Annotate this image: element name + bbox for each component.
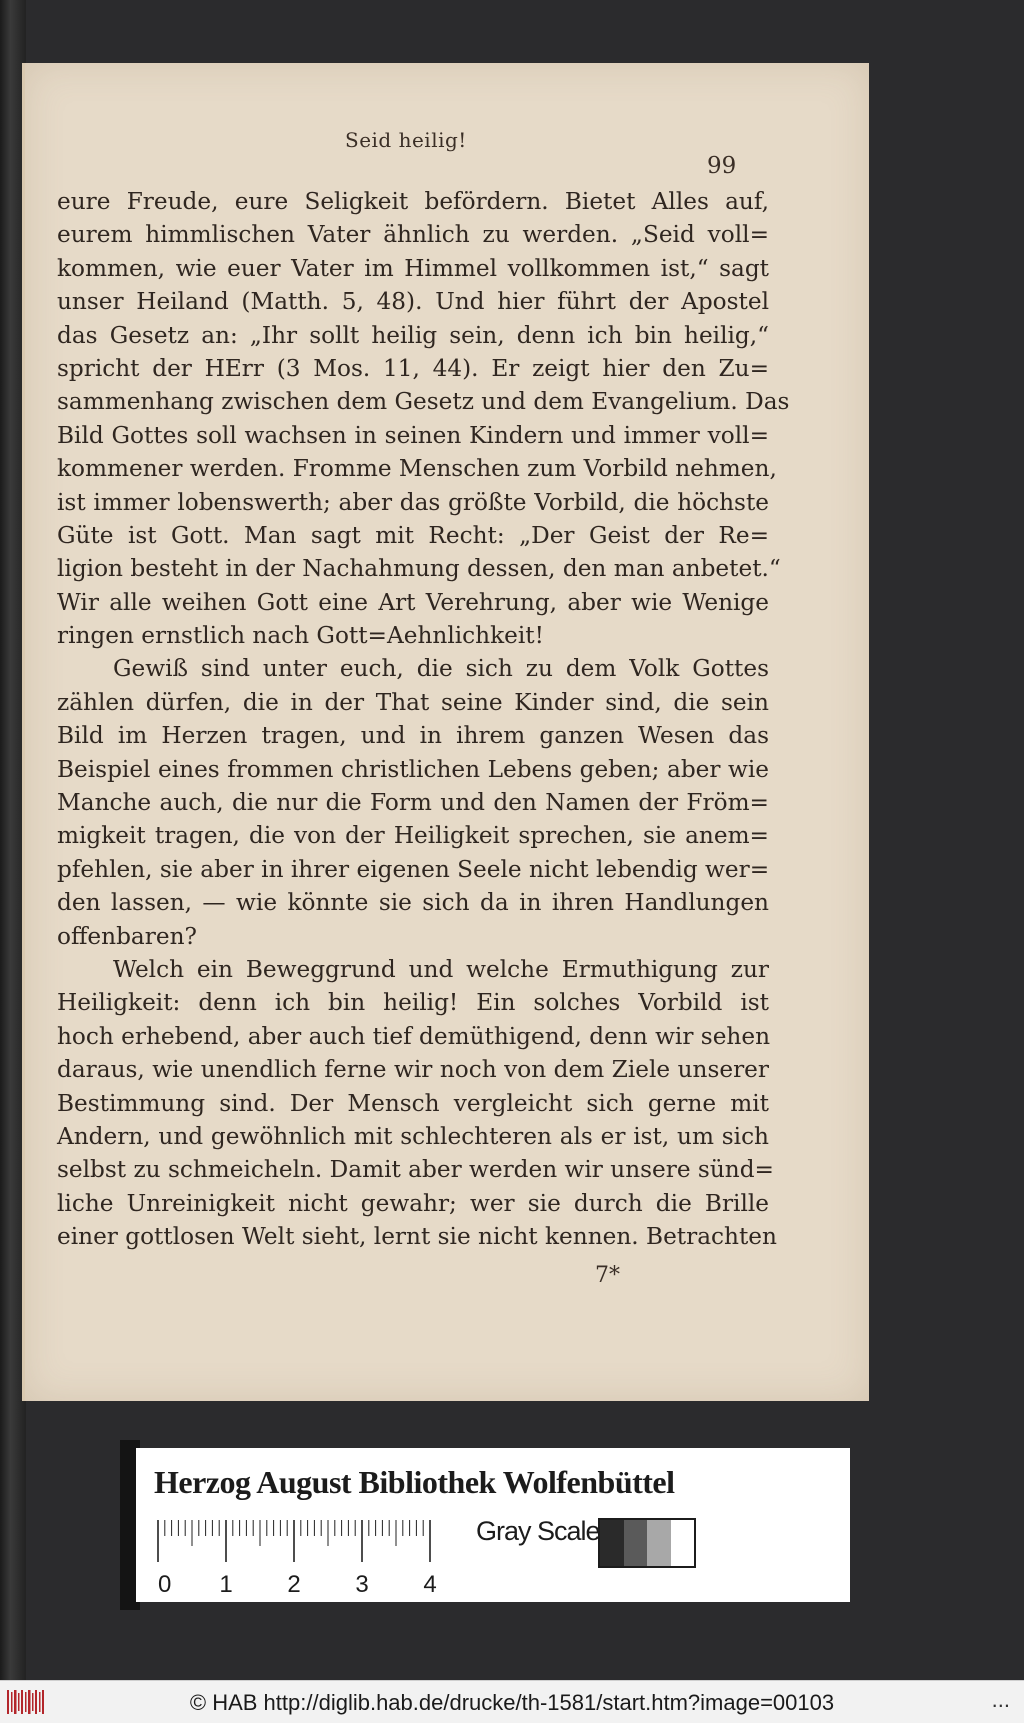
library-name: Herzog August Bibliothek Wolfenbüttel bbox=[154, 1464, 675, 1500]
ruler-label: 1 bbox=[219, 1571, 233, 1598]
text-line: Bild Gottes soll wachsen in seinen Kindern und immer voll= bbox=[57, 421, 769, 449]
ruler-label: 0 bbox=[158, 1571, 172, 1598]
text-line: Heiligkeit: denn ich bin heilig! Ein solches Vorbild ist bbox=[57, 989, 769, 1017]
text-line: Beispiel eines frommen christlichen Lebens geben; aber wie bbox=[57, 755, 769, 783]
centimeter-ruler bbox=[156, 1518, 456, 1598]
footer-bar bbox=[0, 1680, 1024, 1723]
text-line: den lassen, — wie könnte sie sich da in ihren Handlungen bbox=[57, 889, 769, 917]
book-page bbox=[22, 63, 869, 1401]
signature-mark: 7* bbox=[595, 1263, 620, 1288]
text-line: selbst zu schmeicheln. Damit aber werden wir unsere sünd= bbox=[57, 1156, 774, 1184]
text-line: daraus, wie unendlich ferne wir noch von dem Ziele unserer bbox=[57, 1056, 769, 1084]
text-line: Güte ist Gott. Man sagt mit Recht: „Der Geist der Re= bbox=[57, 521, 769, 549]
text-line: spricht der HErr (3 Mos. 11, 44). Er zeigt hier den Zu= bbox=[57, 354, 769, 382]
text-line: Welch ein Beweggrund und welche Ermuthigung zur bbox=[113, 955, 769, 983]
text-line: ist immer lobenswerth; aber das größte Vorbild, die höchste bbox=[57, 488, 769, 516]
page-number: 99 bbox=[707, 153, 737, 179]
more-menu-icon[interactable]: ... bbox=[991, 1687, 1010, 1712]
text-line: das Gesetz an: „Ihr sollt heilig sein, denn ich bin heilig,“ bbox=[57, 321, 769, 349]
text-line: Manche auch, die nur die Form und den Namen der Fröm= bbox=[57, 789, 769, 817]
text-line: Gewiß sind unter euch, die sich zu dem Volk Gottes bbox=[113, 655, 769, 683]
gray-step bbox=[600, 1520, 624, 1566]
text-line: eurem himmlischen Vater ähnlich zu werden. „Seid voll= bbox=[57, 221, 769, 249]
running-title: Seid heilig! bbox=[345, 128, 467, 152]
text-line: eure Freude, eure Seligkeit befördern. Bietet Alles auf, bbox=[57, 188, 769, 215]
text-line: offenbaren? bbox=[57, 922, 197, 950]
ruler-label: 3 bbox=[355, 1571, 369, 1598]
text-line: ringen ernstlich nach Gott=Aehnlichkeit! bbox=[57, 622, 544, 650]
gray-step bbox=[624, 1520, 648, 1566]
page-body-text bbox=[57, 185, 790, 1254]
text-line: liche Unreinigkeit nicht gewahr; wer sie durch die Brille bbox=[57, 1189, 769, 1217]
text-line: unser Heiland (Matth. 5, 48). Und hier führt der Apostel bbox=[57, 288, 769, 316]
gray-step bbox=[671, 1520, 695, 1566]
text-line: Andern, und gewöhnlich mit schlechteren als er ist, um sich bbox=[57, 1122, 769, 1150]
text-line: migkeit tragen, die von der Heiligkeit sprechen, sie anem= bbox=[57, 822, 769, 850]
text-line: kommen, wie euer Vater im Himmel vollkommen ist,“ sagt bbox=[57, 254, 769, 282]
text-line: sammenhang zwischen dem Gesetz und dem Evangelium. Das bbox=[57, 388, 790, 416]
ruler-label: 2 bbox=[287, 1571, 301, 1598]
text-line: Bestimmung sind. Der Mensch vergleicht sich gerne mit bbox=[57, 1089, 769, 1117]
text-line: hoch erhebend, aber auch tief demüthigend, denn wir sehen bbox=[57, 1022, 771, 1050]
gray-scale-label: Gray Scale bbox=[476, 1516, 600, 1546]
text-line: ligion besteht in der Nachahmung dessen, den man anbetet.“ bbox=[57, 555, 781, 583]
text-line: Wir alle weihen Gott eine Art Verehrung, aber wie Wenige bbox=[57, 588, 769, 616]
ruler-label: 4 bbox=[423, 1571, 437, 1598]
text-line: kommener werden. Fromme Menschen zum Vorbild nehmen, bbox=[57, 455, 777, 483]
color-calibration-bar bbox=[136, 1448, 850, 1602]
text-line: einer gottlosen Welt sieht, lernt sie nicht kennen. Betrachten bbox=[57, 1223, 777, 1251]
gray-step bbox=[647, 1520, 671, 1566]
text-line: zählen dürfen, die in der That seine Kinder sind, die sein bbox=[57, 688, 769, 716]
text-line: Bild im Herzen tragen, und in ihrem ganzen Wesen das bbox=[57, 722, 769, 750]
copyright-url: © HAB http://diglib.hab.de/drucke/th-1581/start.htm?image=00103 bbox=[189, 1690, 835, 1715]
gray-scale-swatch bbox=[598, 1518, 696, 1568]
text-line: pfehlen, sie aber in ihrer eigenen Seele nicht lebendig wer= bbox=[57, 855, 770, 883]
